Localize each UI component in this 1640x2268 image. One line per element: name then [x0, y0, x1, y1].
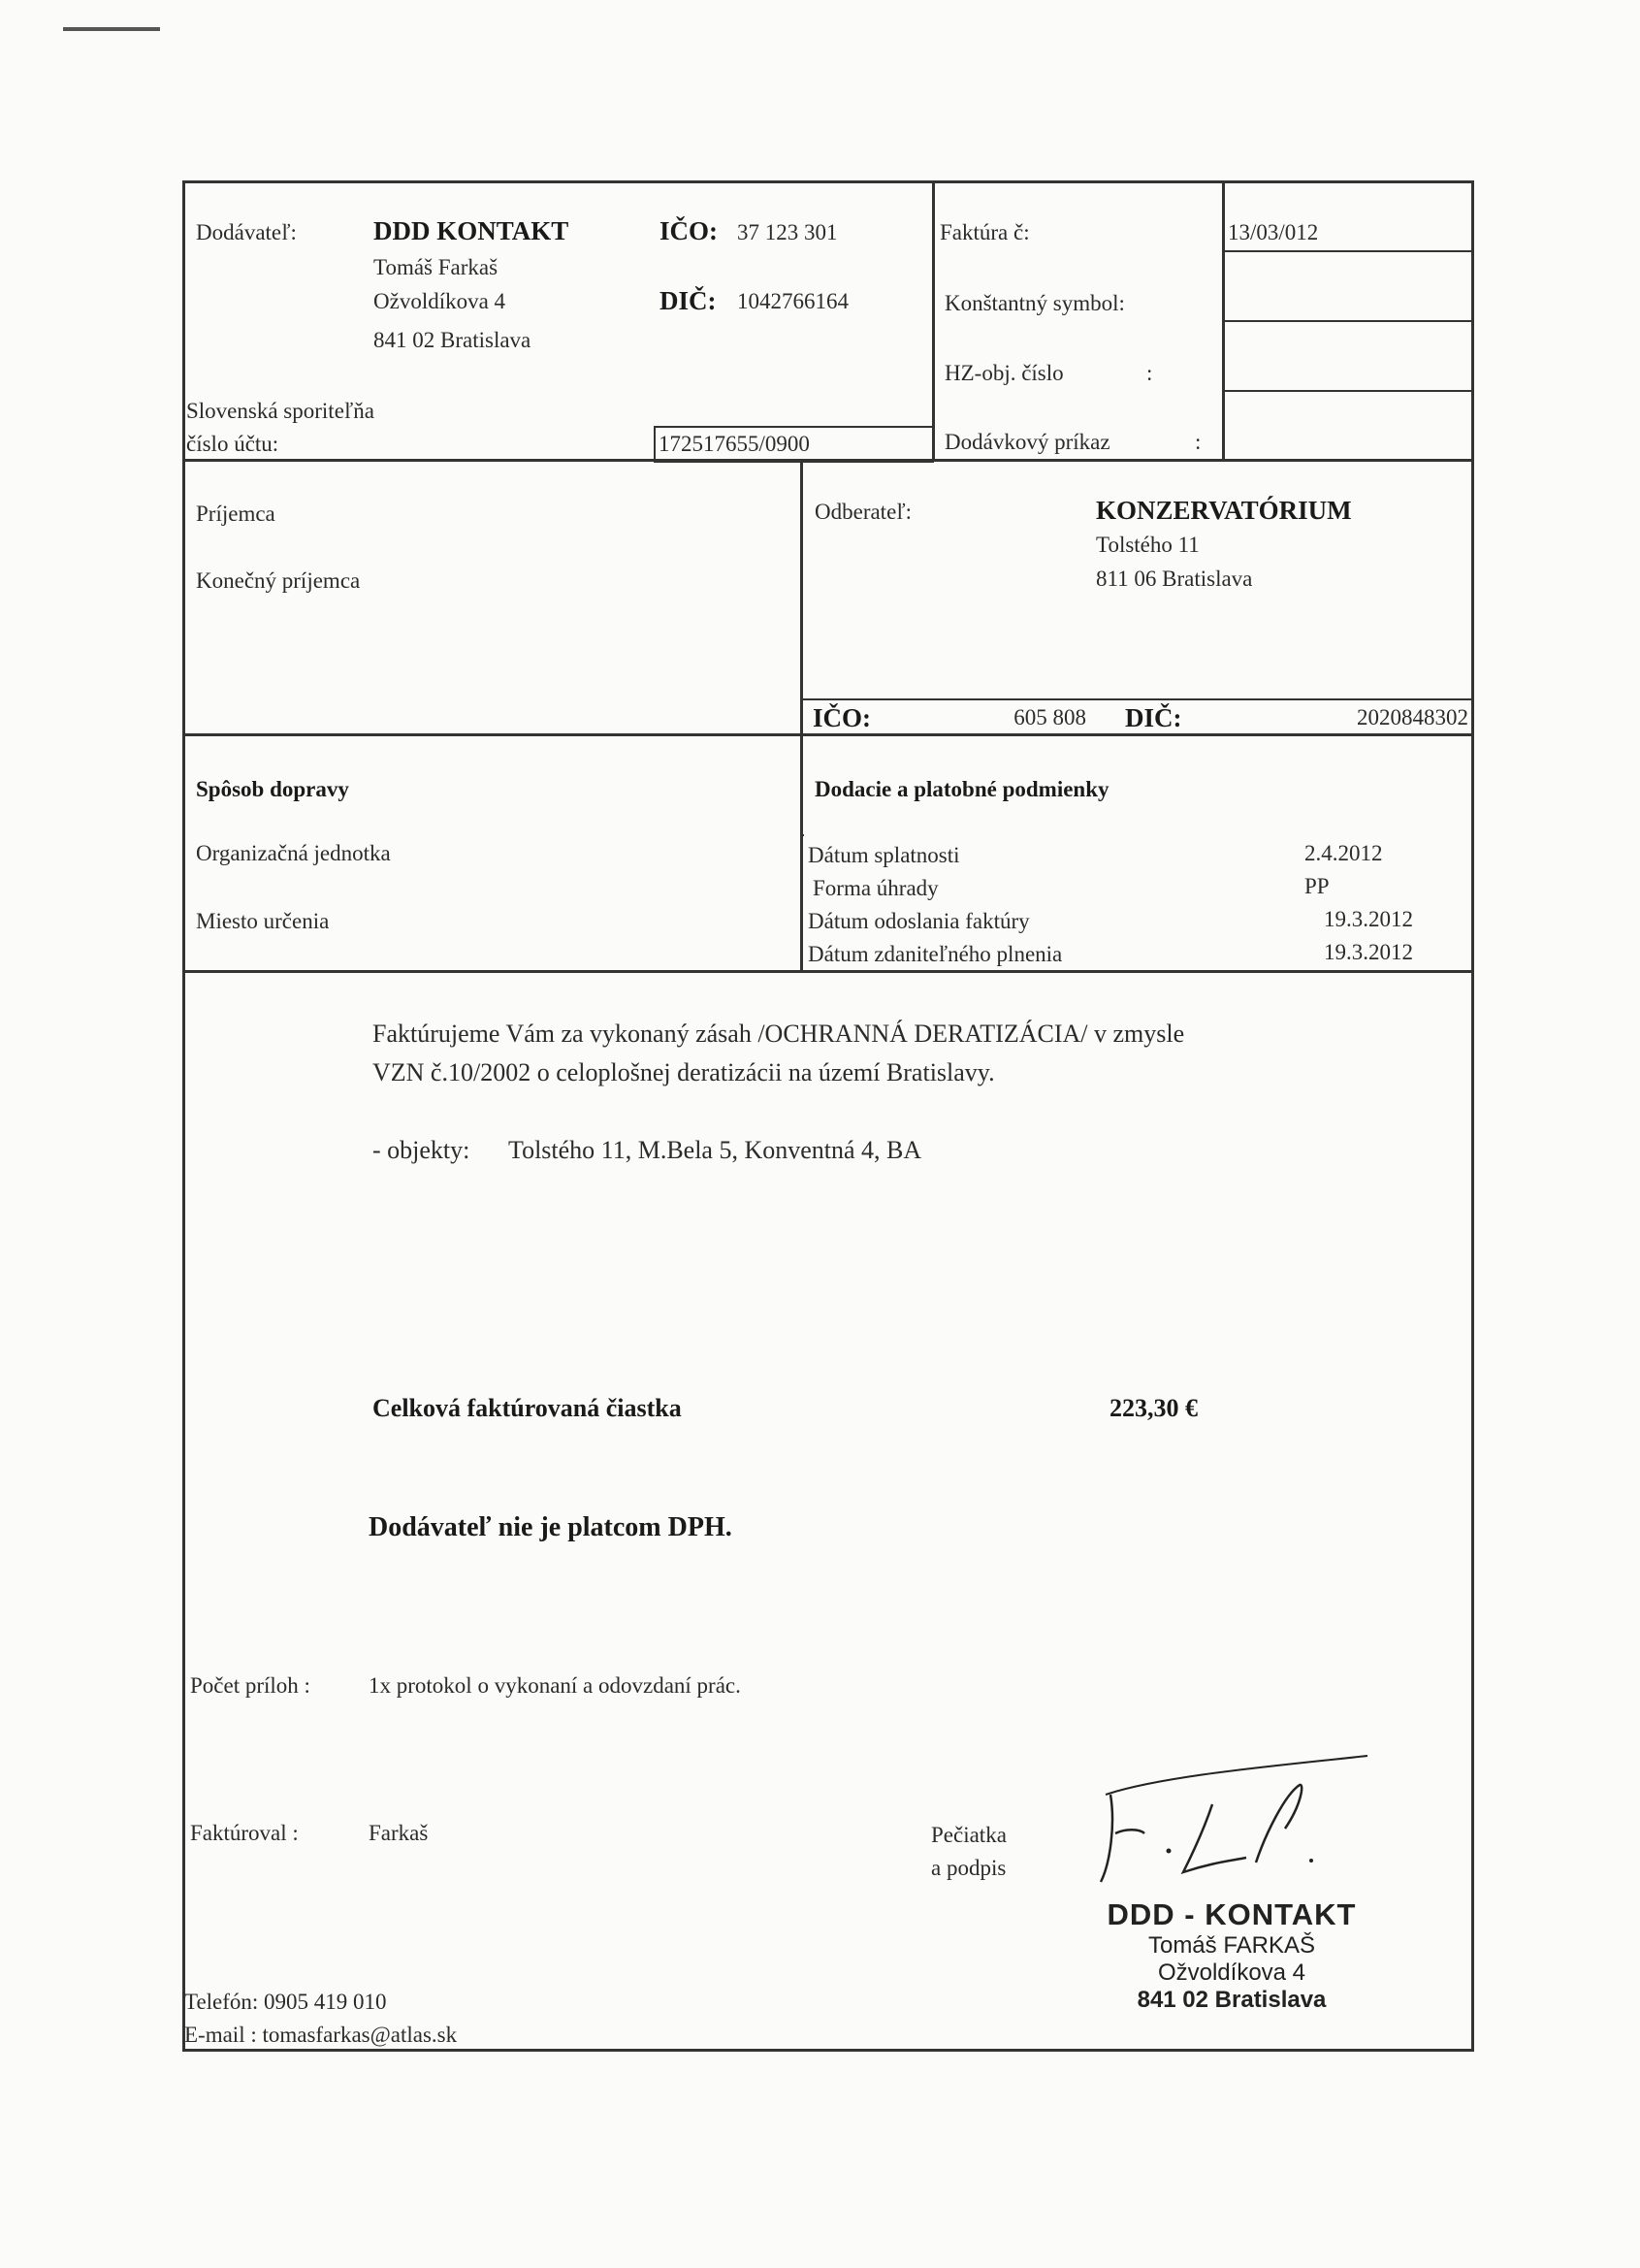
frame-top [182, 180, 1474, 183]
supplier-bank: Slovenská sporiteľňa [186, 399, 374, 423]
objects-label: - objekty: [372, 1136, 470, 1164]
hz-colon: : [1146, 361, 1153, 385]
invoice-number-label: Faktúra č: [940, 220, 1030, 244]
scan-mark [63, 27, 160, 31]
sec1-divider [932, 180, 935, 462]
sec3-bottom [182, 970, 1474, 973]
terms-row-label: Dátum odoslania faktúry [808, 909, 1030, 933]
konst-symbol-label: Konštantný symbol: [945, 291, 1125, 315]
stamp-label-2: a podpis [931, 1856, 1007, 1880]
supplier-account-label: číslo účtu: [186, 432, 279, 456]
transport-label: Spôsob dopravy [196, 777, 349, 801]
customer-dic-label: DIČ: [1125, 703, 1182, 732]
sec1-row1 [1222, 250, 1473, 252]
sec1-row3 [1222, 390, 1473, 392]
terms-row-value: 2.4.2012 [1304, 841, 1383, 865]
terms-row-label: Dátum splatnosti [808, 843, 960, 867]
objects-list: Tolstého 11, M.Bela 5, Konventná 4, BA [508, 1136, 922, 1164]
customer-label: Odberateľ: [815, 500, 913, 524]
vat-note: Dodávateľ nie je platcom DPH. [369, 1512, 732, 1542]
customer-ico-label: IČO: [813, 703, 871, 732]
sec2-ico-top [800, 698, 1473, 700]
customer-name: KONZERVATÓRIUM [1096, 496, 1352, 525]
frame-bottom [182, 2049, 1474, 2052]
supplier-label: Dodávateľ: [196, 220, 297, 244]
terms-left-line [800, 834, 804, 836]
supplier-city: 841 02 Bratislava [373, 328, 531, 352]
recipient-label: Príjemca [196, 502, 275, 526]
body-line1: Faktúrujeme Vám za vykonaný zásah /OCHRANNÁ DERATIZÁCIA/ v zmysle [372, 1020, 1185, 1048]
attachments-label: Počet príloh : [190, 1673, 310, 1698]
delivery-colon: : [1195, 430, 1202, 454]
customer-dic: 2020848302 [1357, 705, 1468, 729]
supplier-name: DDD KONTAKT [373, 216, 569, 245]
stamp-line-2: Tomáš FARKAŠ [1147, 1932, 1316, 1959]
stamp-line-1: DDD - KONTAKT [1107, 1897, 1357, 1931]
total-amount: 223,30 € [1109, 1394, 1198, 1422]
delivery-label: Dodávkový príkaz [945, 430, 1110, 454]
invoiced-by-label: Faktúroval : [190, 1821, 299, 1845]
signature [1086, 1736, 1377, 1901]
final-recipient-label: Konečný príjemca [196, 568, 361, 593]
phone: Telefón: 0905 419 010 [184, 1990, 387, 2014]
attachments-value: 1x protokol o vykonaní a odovzdaní prác. [369, 1673, 741, 1698]
sec1-row2 [1222, 320, 1473, 322]
hz-label: HZ-obj. číslo [945, 361, 1064, 385]
supplier-ico: 37 123 301 [737, 220, 838, 244]
supplier-dic-label: DIČ: [659, 286, 717, 315]
body-line2: VZN č.10/2002 o celoplošnej deratizácii na území Bratislavy. [372, 1058, 995, 1086]
terms-label: Dodacie a platobné podmienky [815, 777, 1109, 801]
stamp-line-3: Ožvoldíkova 4 [1157, 1960, 1306, 1986]
destination-label: Miesto určenia [196, 909, 330, 933]
stamp-line-4: 841 02 Bratislava [1137, 1987, 1327, 2013]
terms-row-value: 19.3.2012 [1324, 907, 1413, 931]
supplier-account: 172517655/0900 [659, 432, 810, 456]
supplier-ico-label: IČO: [659, 216, 718, 245]
stamp-label-1: Pečiatka [931, 1823, 1007, 1847]
sec1-bottom [182, 459, 1474, 462]
customer-city: 811 06 Bratislava [1096, 567, 1253, 591]
sec2-bottom [182, 733, 1474, 736]
total-label: Celková faktúrovaná čiastka [372, 1394, 682, 1422]
supplier-street: Ožvoldíkova 4 [373, 289, 506, 313]
terms-row-value: 19.3.2012 [1324, 940, 1413, 964]
terms-row-label: Forma úhrady [813, 876, 939, 900]
customer-street: Tolstého 11 [1096, 533, 1200, 557]
org-unit-label: Organizačná jednotka [196, 841, 391, 865]
supplier-person: Tomáš Farkaš [373, 255, 498, 279]
customer-ico: 605 808 [1013, 705, 1086, 729]
supplier-dic: 1042766164 [737, 289, 849, 313]
terms-row-value: PP [1304, 874, 1330, 898]
email: E-mail : tomasfarkas@atlas.sk [184, 2023, 458, 2047]
invoiced-by-value: Farkaš [369, 1821, 429, 1845]
invoice-number: 13/03/012 [1228, 220, 1319, 244]
sec2-divider [800, 459, 803, 970]
terms-row-label: Dátum zdaniteľného plnenia [808, 942, 1063, 966]
